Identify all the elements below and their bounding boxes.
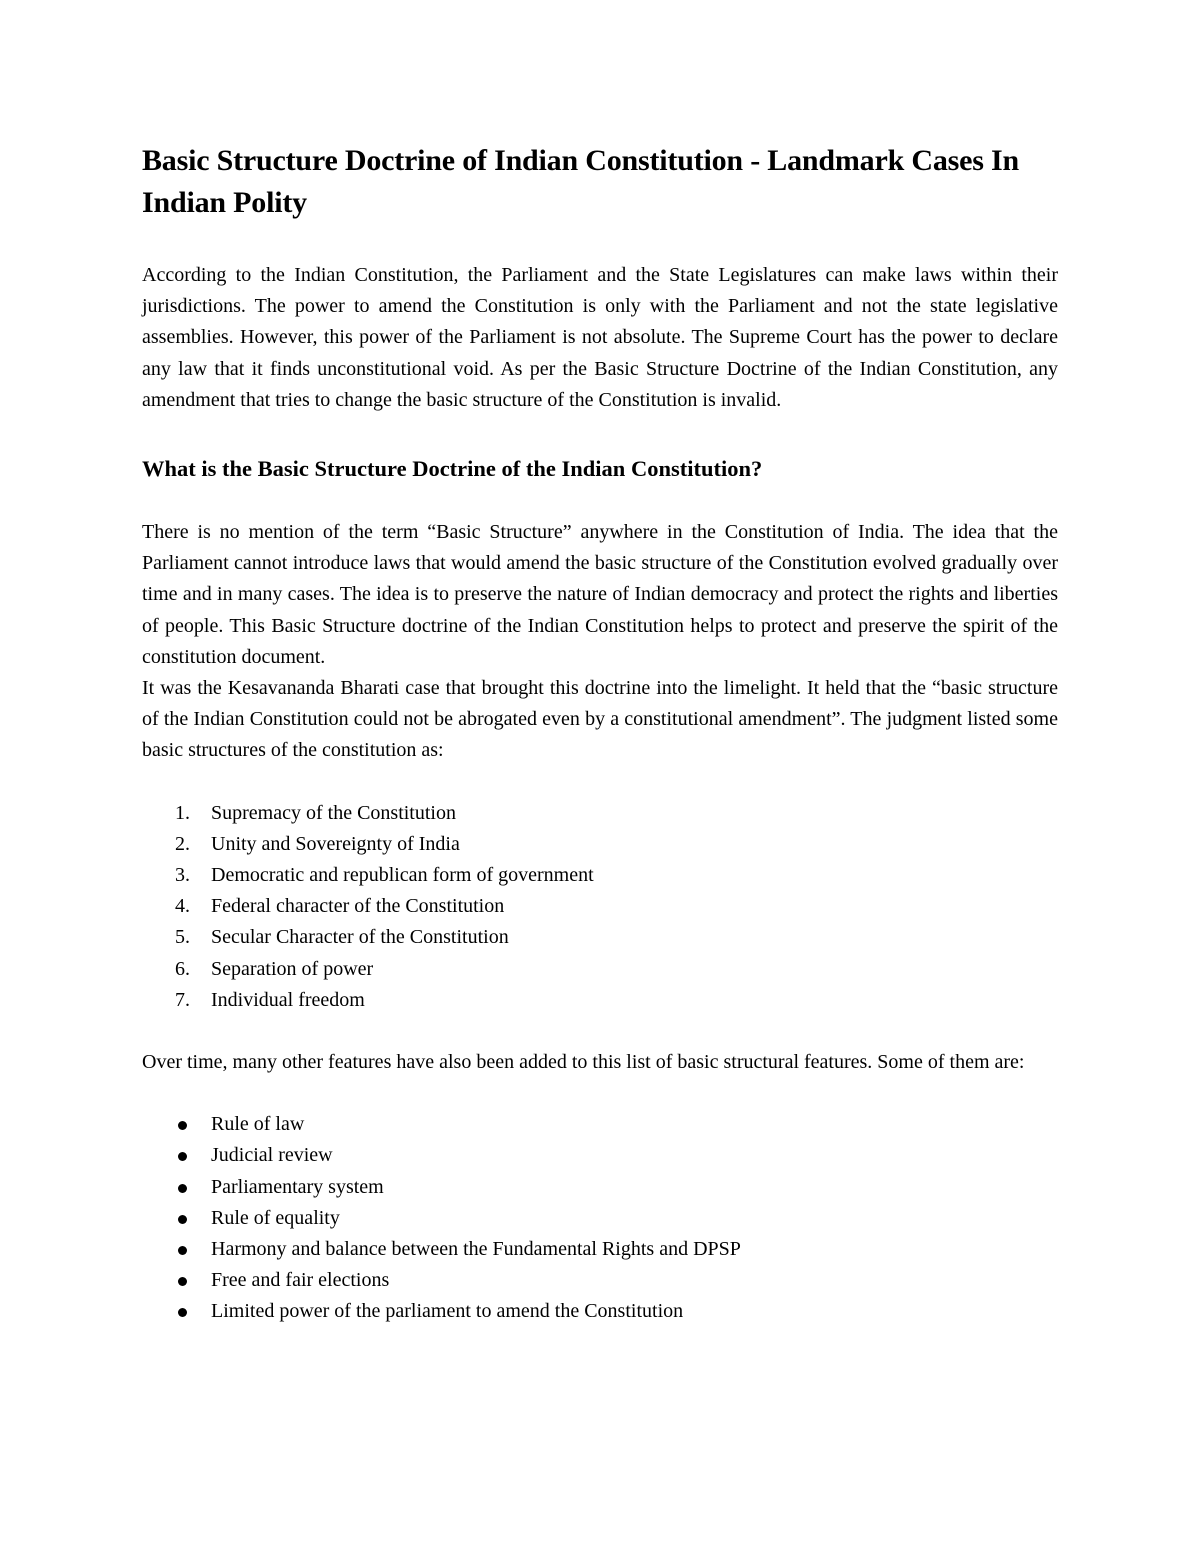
numbered-list — [142, 798, 1058, 1016]
list-item — [142, 891, 1058, 922]
spacer — [142, 1078, 1058, 1109]
intro-paragraph: According to the Indian Constitution, the Parliament and the State Legislatures can make laws within their jurisdictions. The power to amend the Constitution is only with the Parliament and not the state legislative assemblies. However, this power of the Parliament is not absolute. The Supreme Court has the power to declare any law that it finds unconstitutional void. As per the Basic Structure Doctrine of the Indian Constitution, any amendment that tries to change the basic structure of the Constitution is invalid. — [142, 264, 1058, 411]
bullet-list — [142, 1109, 1058, 1327]
list-item-text: Individual freedom — [211, 988, 365, 1011]
section-heading: What is the Basic Structure Doctrine of the Indian Constitution? — [142, 456, 763, 482]
document-page — [142, 140, 1058, 1328]
list-item-text: Supremacy of the Constitution — [211, 801, 456, 824]
list-item — [142, 798, 1058, 829]
list-number: 1. — [175, 801, 190, 824]
bullet-item — [142, 1296, 1058, 1327]
list-item — [142, 829, 1058, 860]
bullet-icon — [178, 1308, 187, 1317]
list-item-text: Federal character of the Constitution — [211, 895, 505, 918]
list-item-text: Secular Character of the Constitution — [211, 926, 509, 949]
bullet-icon — [178, 1121, 187, 1130]
bullet-item-text: Judicial review — [211, 1144, 333, 1167]
list-item — [142, 860, 1058, 891]
bullet-item-text: Free and fair elections — [211, 1269, 390, 1292]
list-number: 3. — [175, 864, 190, 887]
spacer — [142, 767, 1058, 798]
document-title: Basic Structure Doctrine of Indian Constitution - Landmark Cases In Indian Polity — [142, 144, 1019, 219]
bullet-icon — [178, 1152, 187, 1161]
bullet-item-text: Rule of law — [211, 1113, 305, 1136]
body-paragraph-2: It was the Kesavananda Bharati case that brought this doctrine into the limelight. It held that the “basic structure of the Indian Constitution could not be abrogated even by a constitutional amendment”. The judgment listed some basic structures of the constitution as: — [142, 677, 1058, 762]
list-item-text: Unity and Sovereignty of India — [211, 832, 460, 855]
bullet-item-text: Parliamentary system — [211, 1175, 384, 1198]
bullet-icon — [178, 1184, 187, 1193]
bullet-item — [142, 1172, 1058, 1203]
list-item — [142, 954, 1058, 985]
bullet-item-text: Harmony and balance between the Fundamental Rights and DPSP — [211, 1238, 741, 1261]
bullet-item — [142, 1265, 1058, 1296]
list-number: 7. — [175, 988, 190, 1011]
list-number: 2. — [175, 832, 190, 855]
list-item — [142, 985, 1058, 1016]
bullet-item — [142, 1203, 1058, 1234]
bullet-item — [142, 1140, 1058, 1171]
list-item — [142, 922, 1058, 953]
bullet-icon — [178, 1215, 187, 1224]
list-item-text: Democratic and republican form of government — [211, 864, 594, 887]
list-item-text: Separation of power — [211, 957, 374, 980]
list-number: 6. — [175, 957, 190, 980]
list-number: 5. — [175, 926, 190, 949]
bullet-icon — [178, 1277, 187, 1286]
body-paragraph-3: Over time, many other features have also been added to this list of basic structural features. Some of them are: — [142, 1051, 1025, 1074]
bullet-icon — [178, 1246, 187, 1255]
bullet-item-text: Limited power of the parliament to amend the Constitution — [211, 1300, 684, 1323]
bullet-item — [142, 1234, 1058, 1265]
spacer — [142, 1016, 1058, 1047]
spacer — [142, 416, 1058, 453]
list-number: 4. — [175, 895, 190, 918]
bullet-item — [142, 1109, 1058, 1140]
body-paragraph-1: There is no mention of the term “Basic Structure” anywhere in the Constitution of India. The idea that the Parliament cannot introduce laws that would amend the basic structure of the Constitution evolved gradually over time and in many cases. The idea is to preserve the nature of Indian democracy and protect the rights and liberties of people. This Basic Structure doctrine of the Indian Constitution helps to protect and preserve the spirit of the constitution document. — [142, 521, 1058, 668]
bullet-item-text: Rule of equality — [211, 1206, 340, 1229]
